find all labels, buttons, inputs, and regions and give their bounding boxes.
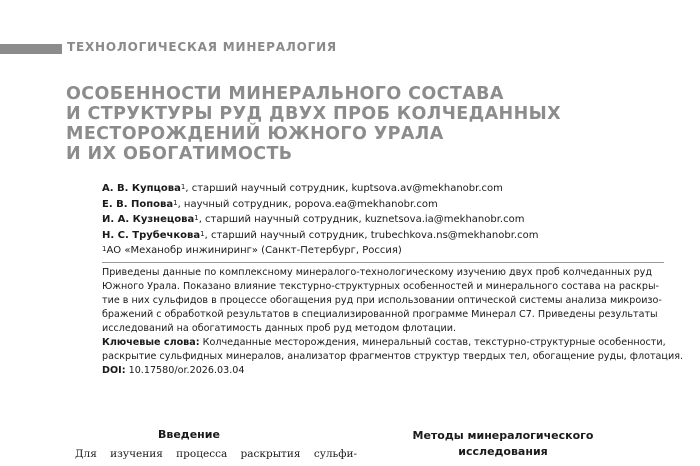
keywords-line: раскрытие сульфидных минералов, анализатор фрагментов структур твердых тел, обогащение руды, флотация. bbox=[102, 351, 684, 362]
author-desc: , старший научный сотрудник, kuptsova.av@mekhanobr.com bbox=[185, 183, 503, 194]
author-row bbox=[102, 181, 662, 197]
author-row bbox=[102, 197, 662, 213]
abstract-line: исследований на обогатимость данных проб руд методом флотации. bbox=[102, 323, 457, 334]
title-line: МЕСТОРОЖДЕНИЙ ЮЖНОГО УРАЛА bbox=[66, 124, 444, 144]
title-line: И ИХ ОБОГАТИМОСТЬ bbox=[66, 144, 293, 164]
abstract-line: Приведены данные по комплексному минералого-технологическому изучению двух проб колчеданных руд bbox=[102, 267, 652, 278]
heading-introduction: Введение bbox=[158, 428, 220, 441]
doi-value[interactable]: 10.17580/or.2026.03.04 bbox=[128, 365, 245, 376]
author-desc: , научный сотрудник, popova.ea@mekhanobr.com bbox=[177, 198, 438, 210]
abstract bbox=[102, 266, 684, 378]
affiliation-text: АО «Механобр инжиниринг» (Санкт-Петербург, Россия) bbox=[106, 245, 402, 256]
author-list bbox=[102, 181, 662, 259]
author-desc: , старший научный сотрудник, kuznetsova.ia@mekhanobr.com bbox=[198, 214, 525, 225]
title-line: И СТРУКТУРЫ РУД ДВУХ ПРОБ КОЛЧЕДАННЫХ bbox=[66, 104, 562, 124]
author-name: И. А. Кузнецова bbox=[102, 214, 195, 225]
abstract-line: бражений с обработкой результатов в специализированной программе Минерал С7. Приведены результаты bbox=[102, 309, 658, 320]
author-sup: 1 bbox=[173, 198, 178, 207]
author-row bbox=[102, 212, 662, 228]
title-line: ОСОБЕННОСТИ МИНЕРАЛЬНОГО СОСТАВА bbox=[66, 84, 504, 104]
affiliation bbox=[102, 243, 662, 259]
section-label: ТЕХНОЛОГИЧЕСКАЯ МИНЕРАЛОГИЯ bbox=[67, 40, 337, 54]
author-sup: 1 bbox=[180, 183, 186, 191]
author-sup: 1 bbox=[194, 214, 199, 222]
keywords-text: Колчеданные месторождения, минеральный состав, текстурно-структурные особенности, bbox=[202, 337, 666, 348]
doi-line bbox=[102, 364, 662, 378]
keywords-label: Ключевые слова: bbox=[102, 337, 200, 348]
section-bar bbox=[0, 44, 62, 54]
abstract-line: Южного Урала. Показано влияние текстурно-структурных особенностей и минерального состава на раскры- bbox=[102, 281, 660, 292]
author-name: Н. С. Трубечкова bbox=[102, 229, 201, 241]
abstract-line: тие в них сульфидов в процессе обогащения руд при использовании оптической системы анализа микроизо- bbox=[102, 295, 662, 306]
heading-methods-line: исследования bbox=[458, 445, 548, 458]
article-title bbox=[66, 84, 686, 164]
body-text: Для изучения процесса раскрытия сульфи- bbox=[75, 448, 358, 460]
doi-label: DOI: bbox=[102, 365, 126, 376]
affiliation-sup: 1 bbox=[102, 245, 107, 253]
heading-methods-line: Методы минералогического bbox=[412, 429, 594, 442]
heading-methods bbox=[403, 428, 603, 460]
keywords-line bbox=[102, 336, 666, 350]
author-sup: 1 bbox=[200, 229, 205, 238]
author-name: Е. В. Попова bbox=[102, 198, 174, 210]
author-desc: , старший научный сотрудник, trubechkova.ns@mekhanobr.com bbox=[204, 229, 539, 241]
author-row bbox=[102, 228, 662, 244]
author-name: А. В. Купцова bbox=[102, 183, 181, 194]
